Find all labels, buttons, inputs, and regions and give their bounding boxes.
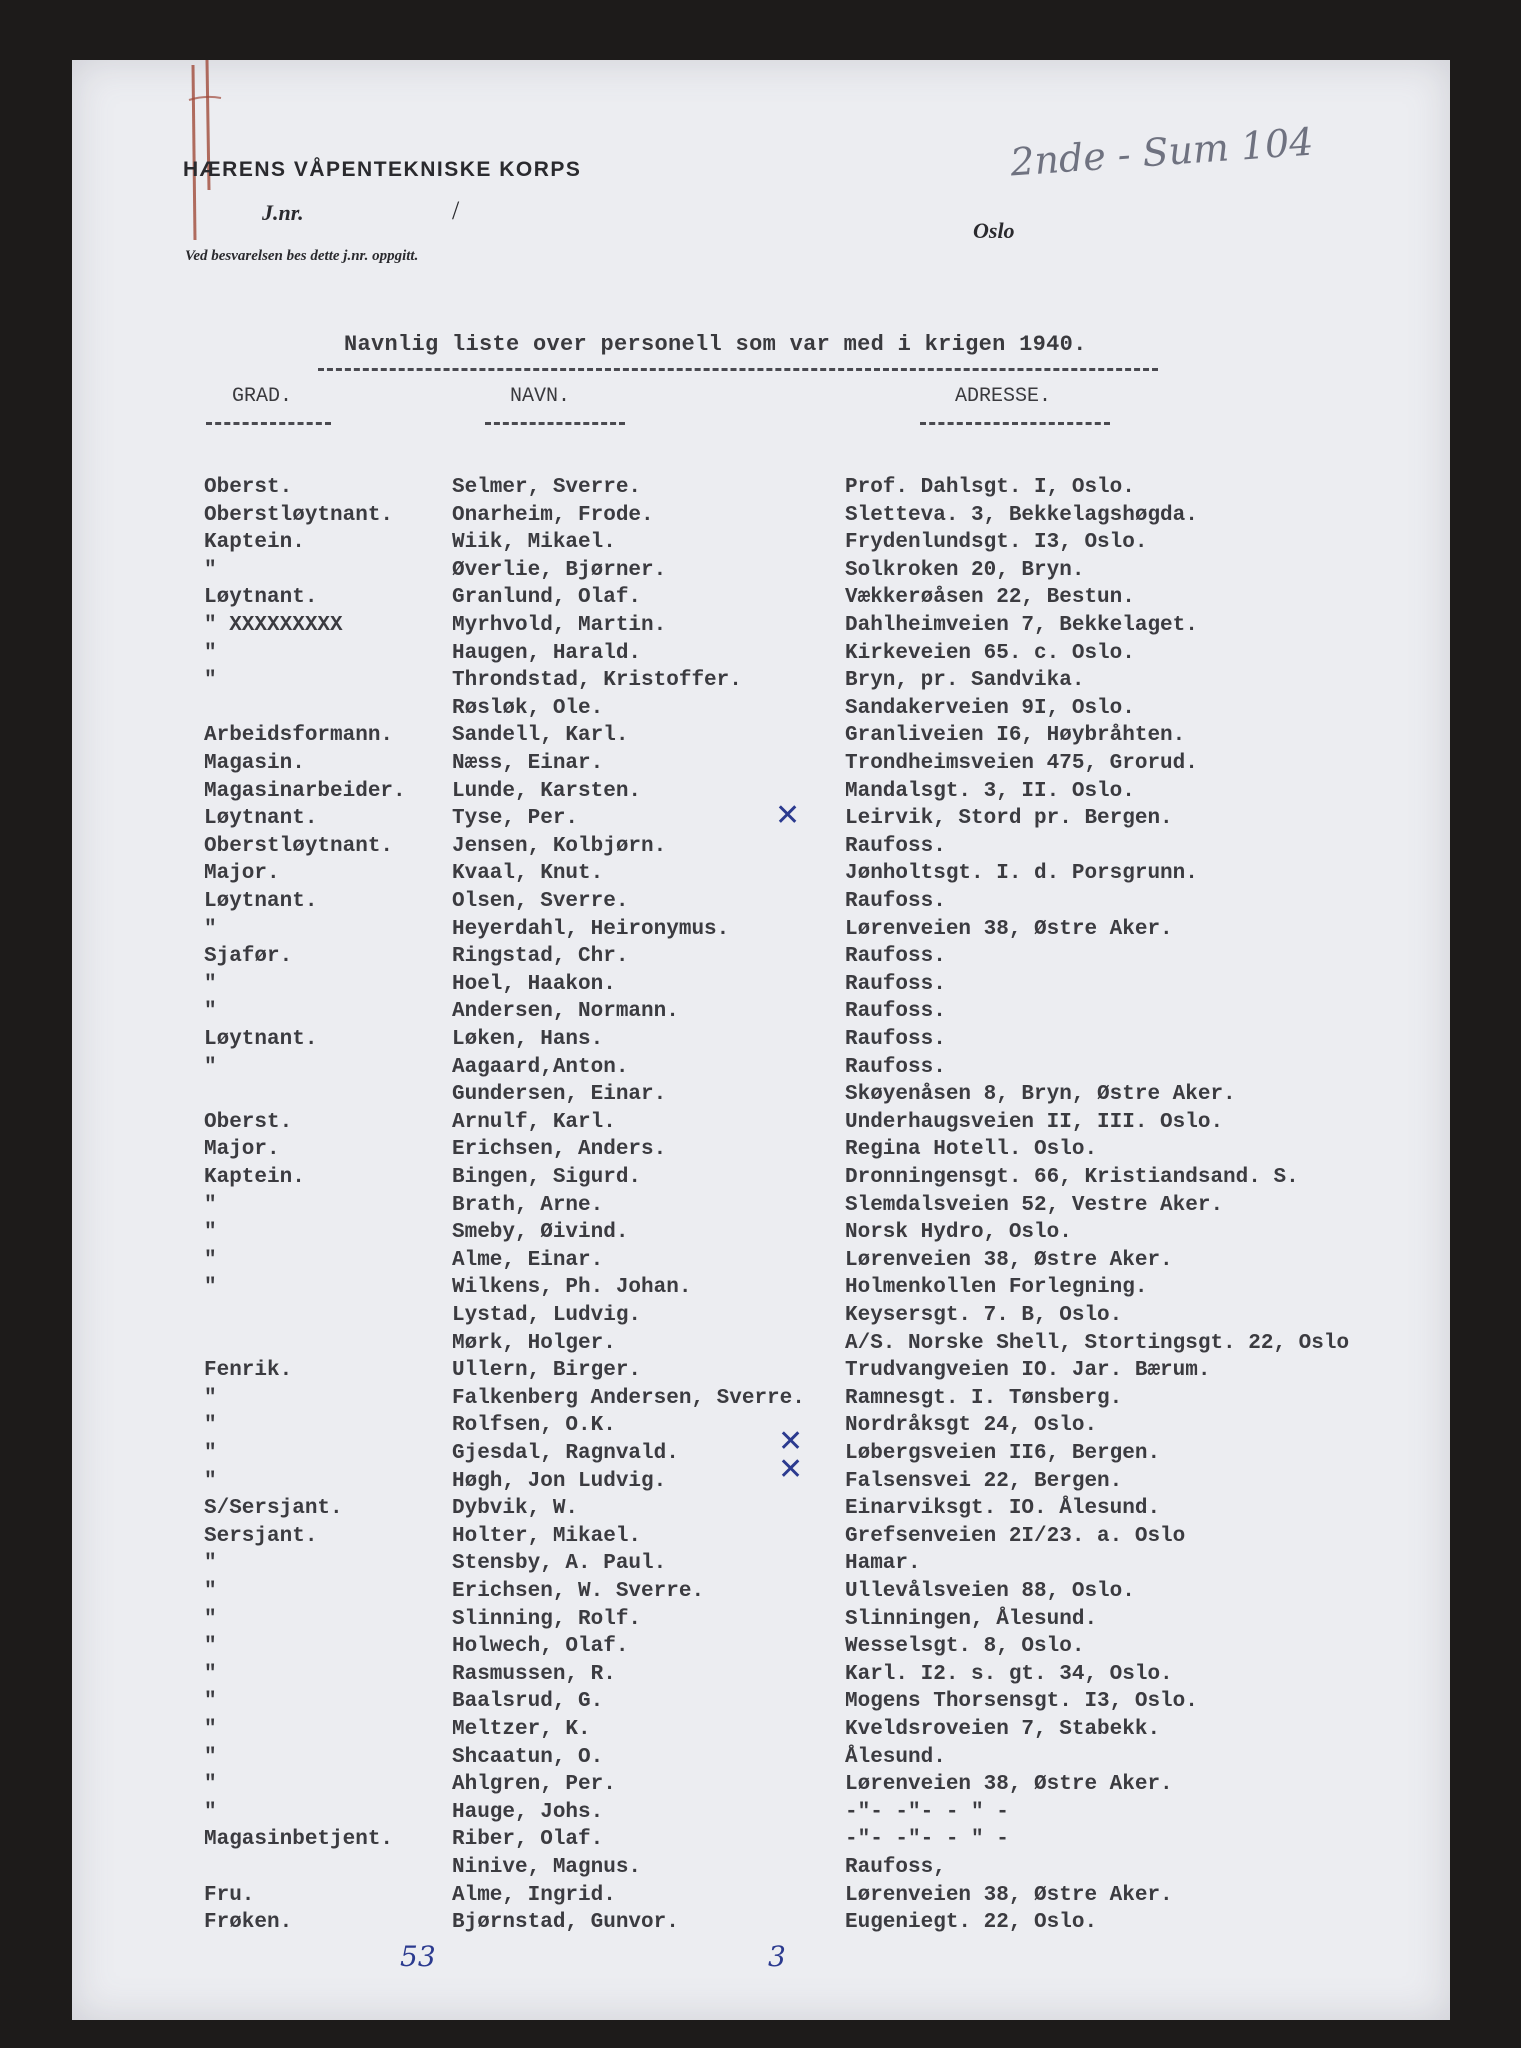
list-item	[0, 1552, 1521, 1579]
rank-cell: "	[204, 1552, 217, 1576]
rank-cell: "	[204, 1414, 217, 1438]
x-mark-icon: ✕	[775, 798, 801, 833]
address-cell: Prof. Dahlsgt. I, Oslo.	[845, 476, 1135, 499]
list-item	[0, 1746, 1521, 1773]
name-cell: Slinning, Rolf.	[452, 1607, 642, 1631]
list-item	[0, 1056, 1521, 1083]
rank-cell: "	[204, 1248, 217, 1272]
rank-cell: "	[204, 1690, 217, 1714]
address-cell: Skøyenåsen 8, Bryn, Østre Aker.	[845, 1083, 1236, 1107]
address-cell: Løbergsveien II6, Bergen.	[845, 1442, 1161, 1465]
list-item	[0, 1525, 1521, 1552]
address-cell: Raufoss.	[845, 890, 946, 913]
address-cell: Kirkeveien 65. c. Oslo.	[845, 641, 1135, 665]
rank-cell: "	[204, 1000, 217, 1024]
address-cell: Raufoss.	[845, 1028, 946, 1051]
address-cell: Kveldsroveien 7, Stabekk.	[845, 1718, 1161, 1741]
address-cell: Ullevålsveien 88, Oslo.	[845, 1580, 1135, 1603]
rank-cell: "	[204, 1635, 217, 1659]
name-cell: Sandell, Karl.	[452, 724, 629, 748]
name-cell: Alme, Ingrid.	[452, 1883, 616, 1907]
name-cell: Myrhvold, Martin.	[452, 614, 667, 637]
list-item	[0, 1083, 1521, 1110]
name-cell: Bingen, Sigurd.	[452, 1166, 642, 1189]
list-item	[0, 890, 1521, 917]
red-stamp-marks	[185, 60, 225, 250]
list-item	[0, 1111, 1521, 1138]
address-cell: Vækkerøåsen 22, Bestun.	[845, 586, 1135, 610]
list-item	[0, 780, 1521, 807]
rank-cell: "	[204, 1718, 217, 1741]
list-item	[0, 862, 1521, 889]
rank-cell: Oberst.	[204, 476, 293, 499]
city-label: Oslo	[973, 218, 1015, 243]
list-item	[0, 531, 1521, 558]
rank-cell: "	[204, 1055, 217, 1079]
name-cell: Selmer, Sverre.	[452, 476, 642, 499]
name-cell: Bjørnstad, Gunvor.	[452, 1911, 679, 1935]
address-cell: Mandalsgt. 3, II. Oslo.	[845, 779, 1135, 803]
name-cell: Kvaal, Knut.	[452, 862, 604, 886]
rank-cell: Fru.	[204, 1883, 255, 1907]
name-cell: Høgh, Jon Ludvig.	[452, 1469, 667, 1493]
name-cell: Rasmussen, R.	[452, 1662, 616, 1686]
address-cell: Raufoss.	[845, 972, 946, 996]
list-item	[0, 724, 1521, 751]
address-cell: Granliveien I6, Høybråhten.	[845, 724, 1186, 748]
rank-cell: "	[204, 1442, 217, 1465]
rank-cell: "	[204, 641, 217, 665]
column-underline-navn	[485, 422, 625, 425]
rank-cell: "	[204, 1221, 217, 1245]
rank-cell: "	[204, 1607, 217, 1631]
rank-cell: Kaptein.	[204, 1166, 305, 1189]
name-cell: Haugen, Harald.	[452, 641, 642, 665]
name-cell: Holter, Mikael.	[452, 1524, 642, 1548]
address-cell: Karl. I2. s. gt. 34, Oslo.	[845, 1662, 1173, 1686]
list-item	[0, 918, 1521, 945]
name-cell: Hauge, Johs.	[452, 1800, 604, 1824]
address-cell: Solkroken 20, Bryn.	[845, 558, 1085, 582]
name-cell: Granlund, Olaf.	[452, 586, 642, 610]
column-header-adresse: ADRESSE.	[955, 385, 1052, 408]
address-cell: Slemdalsveien 52, Vestre Aker.	[845, 1193, 1224, 1217]
list-item	[0, 642, 1521, 669]
rank-cell: "	[204, 669, 217, 693]
rank-cell: Magasin.	[204, 752, 305, 775]
rank-cell: "	[204, 1800, 217, 1824]
list-item	[0, 1221, 1521, 1248]
rank-cell: Magasinarbeider.	[204, 779, 406, 803]
list-item	[0, 1690, 1521, 1717]
x-mark-icon: ✕	[778, 1424, 804, 1459]
list-item	[0, 1442, 1521, 1469]
rank-cell: "	[204, 1773, 217, 1797]
name-cell: Næss, Einar.	[452, 752, 604, 775]
name-cell: Rolfsen, O.K.	[452, 1414, 616, 1438]
address-cell: Trudvangveien IO. Jar. Bærum.	[845, 1359, 1211, 1383]
list-item	[0, 945, 1521, 972]
rank-cell: Løytnant.	[204, 807, 318, 831]
address-cell: Lørenveien 38, Østre Aker.	[845, 1773, 1173, 1797]
list-item	[0, 1856, 1521, 1883]
rank-cell: "	[204, 972, 217, 996]
list-item	[0, 1663, 1521, 1690]
address-cell: Lørenveien 38, Østre Aker.	[845, 1883, 1173, 1907]
list-item	[0, 1635, 1521, 1662]
address-cell: Trondheimsveien 475, Grorud.	[845, 752, 1198, 775]
address-cell: Dronningensgt. 66, Kristiandsand. S.	[845, 1166, 1299, 1189]
name-cell: Meltzer, K.	[452, 1718, 591, 1741]
list-item	[0, 1276, 1521, 1303]
list-item	[0, 1166, 1521, 1193]
rank-cell: "	[204, 917, 217, 941]
address-cell: Jønholtsgt. I. d. Porsgrunn.	[845, 862, 1198, 886]
name-cell: Dybvik, W.	[452, 1497, 579, 1521]
x-mark-icon: ✕	[778, 1452, 804, 1487]
address-cell: Nordråksgt 24, Oslo.	[845, 1414, 1098, 1438]
address-cell: Wesselsgt. 8, Oslo.	[845, 1635, 1085, 1659]
handwritten-sum-note: 2nde - Sum 104	[1008, 119, 1315, 185]
list-item	[0, 1304, 1521, 1331]
column-header-grad: GRAD.	[232, 385, 293, 408]
address-cell: Mogens Thorsensgt. I3, Oslo.	[845, 1690, 1198, 1714]
list-item	[0, 1387, 1521, 1414]
list-item	[0, 1828, 1521, 1855]
address-cell: Bryn, pr. Sandvika.	[845, 669, 1085, 693]
address-cell: Leirvik, Stord pr. Bergen.	[845, 807, 1173, 831]
address-cell: Grefsenveien 2I/23. a. Oslo	[845, 1524, 1186, 1548]
list-item	[0, 1249, 1521, 1276]
name-cell: Øverlie, Bjørner.	[452, 558, 667, 582]
name-cell: Erichsen, W. Sverre.	[452, 1580, 705, 1603]
name-cell: Lunde, Karsten.	[452, 779, 642, 803]
list-item	[0, 1911, 1521, 1938]
name-cell: Erichsen, Anders.	[452, 1138, 667, 1162]
address-cell: Frydenlundsgt. I3, Oslo.	[845, 531, 1148, 555]
name-cell: Tyse, Per.	[452, 807, 579, 831]
list-item	[0, 1801, 1521, 1828]
rank-cell: "	[204, 1193, 217, 1217]
rank-cell: "	[204, 1662, 217, 1686]
rank-cell: "	[204, 1276, 217, 1300]
name-cell: Heyerdahl, Heironymus.	[452, 917, 730, 941]
rank-cell: Løytnant.	[204, 890, 318, 913]
list-item	[0, 614, 1521, 641]
name-cell: Arnulf, Karl.	[452, 1110, 616, 1134]
list-item	[0, 586, 1521, 613]
list-item	[0, 1000, 1521, 1027]
column-header-navn: NAVN.	[510, 385, 571, 408]
rank-cell: Major.	[204, 862, 280, 886]
rank-cell: S/Sersjant.	[204, 1497, 343, 1521]
address-cell: Sletteva. 3, Bekkelagshøgda.	[845, 503, 1198, 527]
address-cell: Dahlheimveien 7, Bekkelaget.	[845, 614, 1198, 637]
name-cell: Smeby, Øivind.	[452, 1221, 629, 1245]
name-cell: Gundersen, Einar.	[452, 1083, 667, 1107]
rank-cell: "	[204, 1386, 217, 1410]
list-item	[0, 1028, 1521, 1055]
rank-cell: Magasinbetjent.	[204, 1828, 394, 1852]
name-cell: Lystad, Ludvig.	[452, 1304, 642, 1327]
list-item	[0, 1773, 1521, 1800]
name-cell: Ullern, Birger.	[452, 1359, 642, 1383]
name-cell: Wiik, Mikael.	[452, 531, 616, 555]
name-cell: Løken, Hans.	[452, 1028, 604, 1051]
column-underline-adresse	[920, 422, 1110, 425]
name-cell: Aagaard,Anton.	[452, 1055, 629, 1079]
name-cell: Baalsrud, G.	[452, 1690, 604, 1714]
list-item	[0, 835, 1521, 862]
rank-cell: Arbeidsformann.	[204, 724, 394, 748]
name-cell: Ahlgren, Per.	[452, 1773, 616, 1797]
name-cell: Alme, Einar.	[452, 1248, 604, 1272]
column-underline-grad	[206, 422, 331, 425]
address-cell: Lørenveien 38, Østre Aker.	[845, 917, 1173, 941]
address-cell: -"- -"- - " -	[845, 1800, 1009, 1824]
organization-name: HÆRENS VÅPENTEKNISKE KORPS	[183, 158, 582, 181]
list-item	[0, 1884, 1521, 1911]
name-cell: Gjesdal, Ragnvald.	[452, 1442, 679, 1465]
address-cell: Raufoss.	[845, 945, 946, 969]
rank-cell: Oberstløytnant.	[204, 834, 394, 858]
name-cell: Shcaatun, O.	[452, 1745, 604, 1769]
name-cell: Stensby, A. Paul.	[452, 1552, 667, 1576]
address-cell: Sandakerveien 9I, Oslo.	[845, 696, 1135, 720]
address-cell: Eugeniegt. 22, Oslo.	[845, 1911, 1098, 1935]
list-item	[0, 1718, 1521, 1745]
rank-cell: "	[204, 558, 217, 582]
list-item	[0, 1470, 1521, 1497]
address-cell: Slinningen, Ålesund.	[845, 1607, 1098, 1631]
address-cell: Raufoss,	[845, 1856, 946, 1879]
title-underline	[318, 368, 1158, 371]
address-cell: Ålesund.	[845, 1745, 946, 1769]
name-cell: Onarheim, Frode.	[452, 503, 654, 527]
rank-cell: "	[204, 1580, 217, 1603]
journal-number-label: J.nr.	[262, 200, 304, 225]
name-cell: Hoel, Haakon.	[452, 972, 616, 996]
document-title: Navnlig liste over personell som var med i krigen 1940.	[344, 332, 1087, 357]
address-cell: Einarviksgt. IO. Ålesund.	[845, 1497, 1161, 1521]
list-item	[0, 1359, 1521, 1386]
name-cell: Olsen, Sverre.	[452, 890, 629, 913]
rank-cell: Fenrik.	[204, 1359, 293, 1383]
name-cell: Andersen, Normann.	[452, 1000, 679, 1024]
rank-cell: " XXXXXXXXX	[204, 614, 343, 637]
rank-cell: Oberst.	[204, 1110, 293, 1134]
name-cell: Holwech, Olaf.	[452, 1635, 629, 1659]
address-cell: Raufoss.	[845, 1055, 946, 1079]
address-cell: A/S. Norske Shell, Stortingsgt. 22, Oslo	[845, 1331, 1350, 1355]
list-item	[0, 807, 1521, 834]
rank-cell: Frøken.	[204, 1911, 293, 1935]
rank-cell: Kaptein.	[204, 531, 305, 555]
list-item	[0, 1497, 1521, 1524]
address-cell: Lørenveien 38, Østre Aker.	[845, 1248, 1173, 1272]
list-item	[0, 1414, 1521, 1441]
address-cell: Falsensvei 22, Bergen.	[845, 1469, 1123, 1493]
name-cell: Ninive, Magnus.	[452, 1856, 642, 1879]
journal-number-slash: /	[452, 196, 460, 225]
rank-cell: "	[204, 1745, 217, 1769]
list-item	[0, 1194, 1521, 1221]
list-item	[0, 697, 1521, 724]
address-cell: Underhaugsveien II, III. Oslo.	[845, 1110, 1224, 1134]
list-item	[0, 752, 1521, 779]
address-cell: Norsk Hydro, Oslo.	[845, 1221, 1072, 1245]
address-cell: Hamar.	[845, 1552, 921, 1576]
name-cell: Ringstad, Chr.	[452, 945, 629, 969]
name-cell: Falkenberg Andersen, Sverre.	[452, 1386, 805, 1410]
list-item	[0, 1138, 1521, 1165]
name-cell: Riber, Olaf.	[452, 1828, 604, 1852]
address-cell: Ramnesgt. I. Tønsberg.	[845, 1386, 1123, 1410]
list-item	[0, 1580, 1521, 1607]
address-cell: Raufoss.	[845, 834, 946, 858]
name-cell: Brath, Arne.	[452, 1193, 604, 1217]
name-cell: Throndstad, Kristoffer.	[452, 669, 742, 693]
address-cell: Holmenkollen Forlegning.	[845, 1276, 1148, 1300]
handwritten-page-count: 53	[400, 1940, 436, 1973]
rank-cell: "	[204, 1469, 217, 1493]
rank-cell: Sersjant.	[204, 1524, 318, 1548]
name-cell: Jensen, Kolbjørn.	[452, 834, 667, 858]
list-item	[0, 559, 1521, 586]
list-item	[0, 669, 1521, 696]
address-cell: -"- -"- - " -	[845, 1828, 1009, 1852]
rank-cell: Major.	[204, 1138, 280, 1162]
name-cell: Wilkens, Ph. Johan.	[452, 1276, 692, 1300]
address-cell: Keysersgt. 7. B, Oslo.	[845, 1304, 1123, 1327]
list-item	[0, 1608, 1521, 1635]
rank-cell: Sjafør.	[204, 945, 293, 969]
rank-cell: Løytnant.	[204, 1028, 318, 1051]
rank-cell: Løytnant.	[204, 586, 318, 610]
address-cell: Raufoss.	[845, 1000, 946, 1024]
list-item	[0, 476, 1521, 503]
address-cell: Regina Hotell. Oslo.	[845, 1138, 1098, 1162]
list-item	[0, 504, 1521, 531]
reply-note: Ved besvarelsen bes dette j.nr. oppgitt.	[185, 248, 419, 264]
name-cell: Mørk, Holger.	[452, 1331, 616, 1355]
list-item	[0, 973, 1521, 1000]
name-cell: Røsløk, Ole.	[452, 696, 604, 720]
handwritten-page-number: 3	[768, 1940, 786, 1973]
list-item	[0, 1332, 1521, 1359]
rank-cell: Oberstløytnant.	[204, 503, 394, 527]
